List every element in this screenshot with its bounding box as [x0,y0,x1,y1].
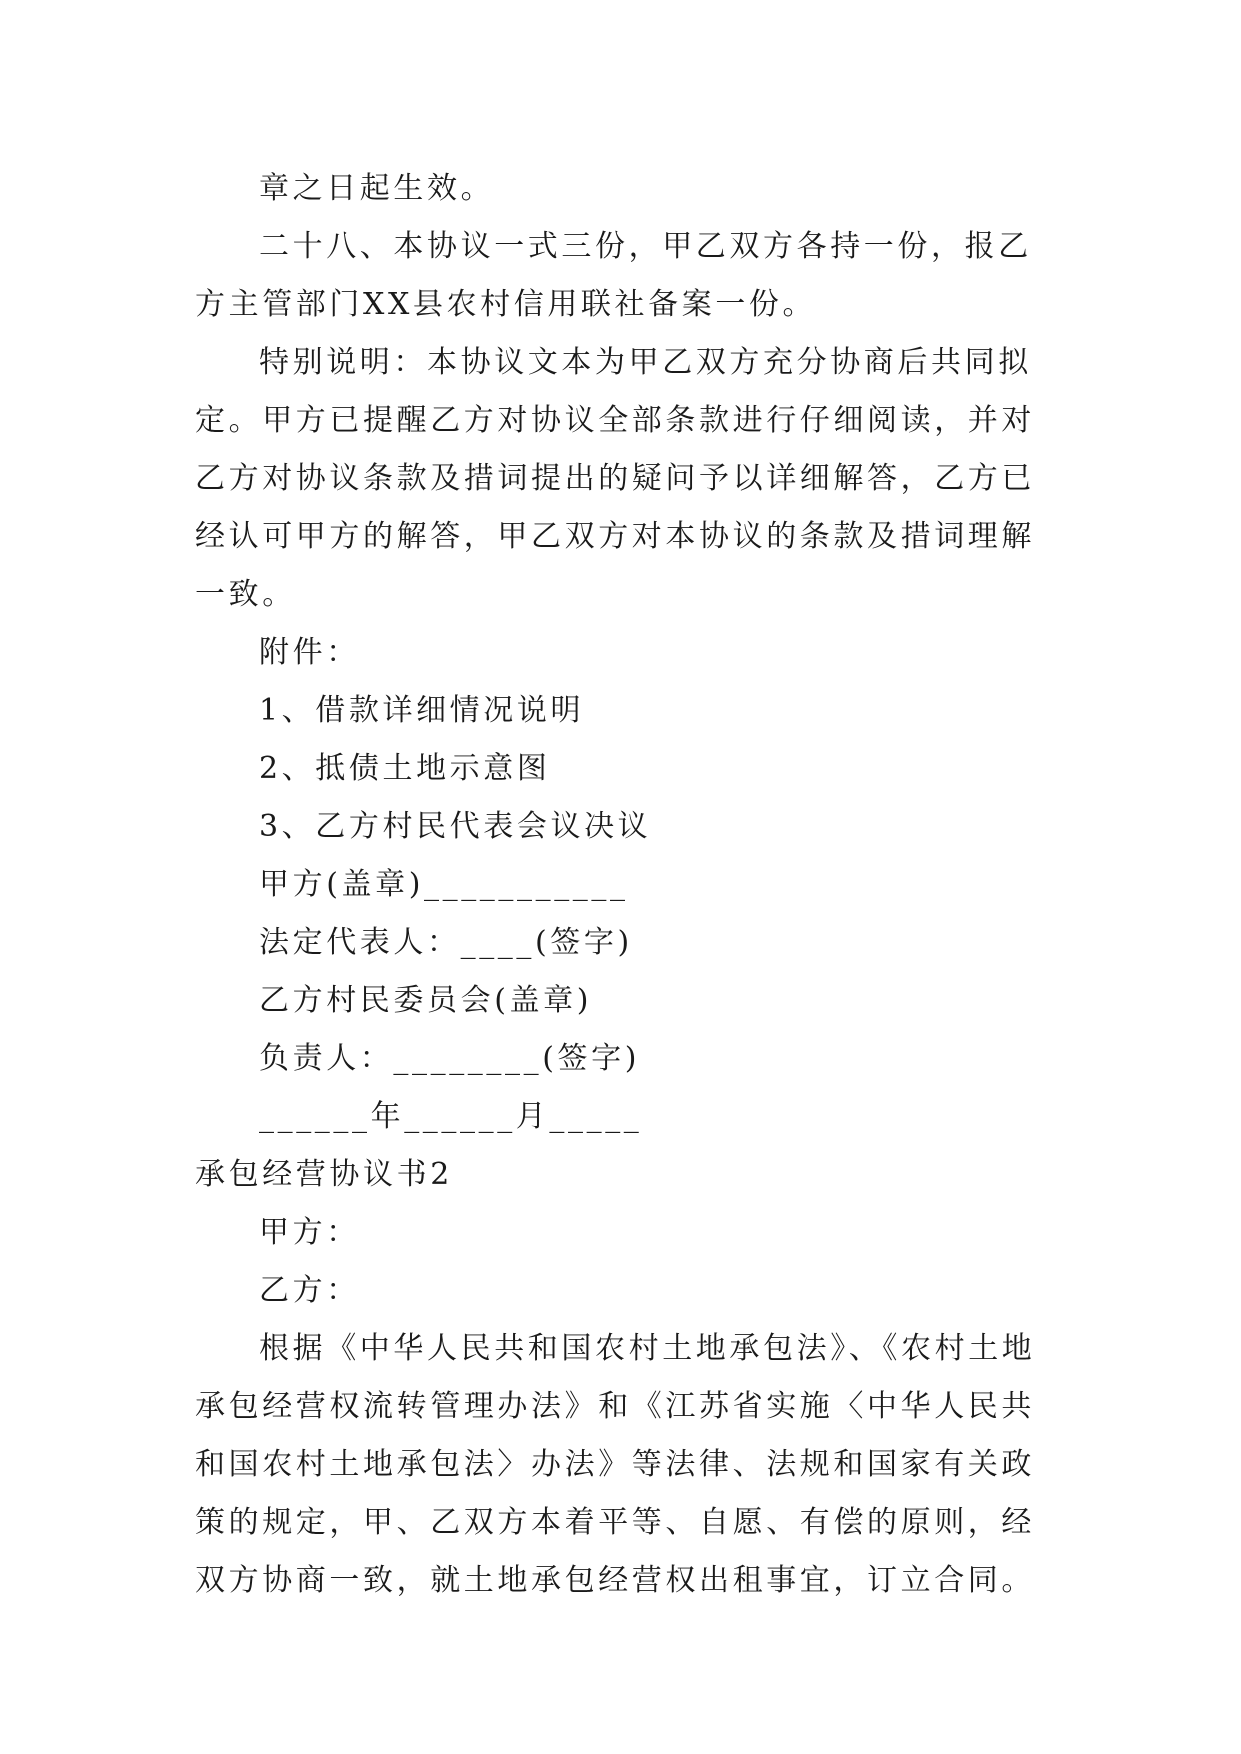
paragraph-legal-basis: 根据《中华人民共和国农村土地承包法》、《农村土地承包经营权流转管理办法》和《江苏省实施〈中华人民共和国农村土地承包法〉办法》等法律、法规和国家有关政策的规定，甲、乙双方本着平等、自愿、有偿的原则，经双方协商一致，就土地承包经营权出租事宜，订立合同。 [195,1331,1036,1598]
attachments-heading: 附件： [259,635,360,670]
party-b-line: 乙方： [259,1273,360,1308]
document-page [195,160,1055,1610]
attachment-item-1: 1、借款详细情况说明 [259,693,585,728]
attachment-item-2: 2、抵债土地示意图 [259,751,551,786]
paragraph-effective-date: 章之日起生效。 [259,171,495,206]
date-line: ______年______月_____ [259,1099,643,1134]
party-a-line: 甲方： [259,1215,360,1250]
attachment-item-3: 3、乙方村民代表会议决议 [259,809,652,844]
party-a-seal-line: 甲方(盖章)___________ [259,867,629,902]
section-title: 承包经营协议书2 [195,1157,453,1192]
legal-rep-sign-line: 法定代表人：____(签字) [259,925,633,960]
party-b-seal-line: 乙方村民委员会(盖章) [259,983,593,1018]
responsible-person-sign-line: 负责人：________(签字) [259,1041,641,1076]
paragraph-article-28: 二十八、本协议一式三份，甲乙双方各持一份，报乙方主管部门XX县农村信用联社备案一份。 [195,229,1032,322]
paragraph-special-note: 特别说明：本协议文本为甲乙双方充分协商后共同拟定。甲方已提醒乙方对协议全部条款进行仔细阅读，并对乙方对协议条款及措词提出的疑问予以详细解答，乙方已经认可甲方的解答，甲乙双方对本协议的条款及措词理解一致。 [195,345,1035,612]
